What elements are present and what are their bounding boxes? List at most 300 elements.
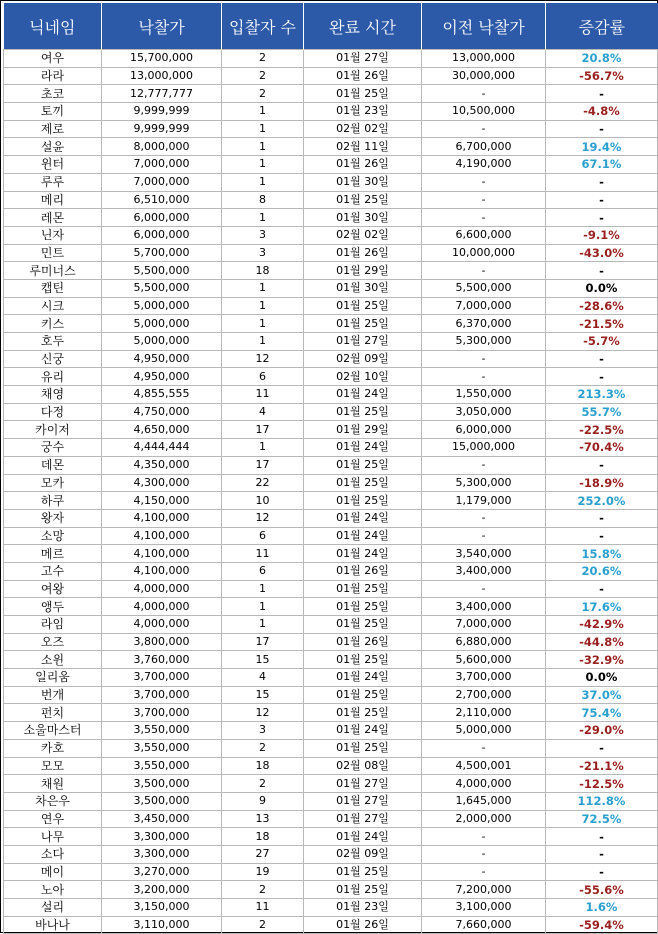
cell-nickname: 여왕 — [4, 580, 102, 598]
cell-completion-time: 02월 11일 — [304, 138, 422, 156]
cell-winning-bid: 13,000,000 — [102, 67, 222, 85]
cell-nickname: 펀치 — [4, 704, 102, 722]
cell-change-rate: -4.8% — [546, 103, 658, 121]
cell-completion-time: 01월 25일 — [304, 739, 422, 757]
table-row — [4, 492, 658, 510]
table-row — [4, 333, 658, 351]
cell-completion-time: 01월 26일 — [304, 156, 422, 174]
cell-nickname: 여우 — [4, 50, 102, 68]
cell-bidder-count: 1 — [222, 156, 304, 174]
table-row — [4, 704, 658, 722]
header-previous-bid: 이전 낙찰가 — [422, 3, 546, 50]
cell-previous-bid: 1,645,000 — [422, 792, 546, 810]
cell-winning-bid: 3,700,000 — [102, 686, 222, 704]
cell-previous-bid: 2,110,000 — [422, 704, 546, 722]
cell-completion-time: 01월 25일 — [304, 85, 422, 103]
table-row — [4, 916, 658, 934]
cell-change-rate: -5.7% — [546, 333, 658, 351]
cell-change-rate: 1.6% — [546, 899, 658, 917]
cell-change-rate: - — [546, 173, 658, 191]
cell-bidder-count: 1 — [222, 297, 304, 315]
cell-previous-bid: 7,000,000 — [422, 616, 546, 634]
cell-change-rate: -56.7% — [546, 67, 658, 85]
cell-bidder-count: 1 — [222, 616, 304, 634]
cell-previous-bid: - — [422, 828, 546, 846]
cell-previous-bid: 3,100,000 — [422, 899, 546, 917]
cell-completion-time: 01월 25일 — [304, 456, 422, 474]
cell-bidder-count: 17 — [222, 421, 304, 439]
cell-winning-bid: 4,000,000 — [102, 580, 222, 598]
cell-nickname: 루루 — [4, 173, 102, 191]
cell-winning-bid: 3,700,000 — [102, 669, 222, 687]
cell-bidder-count: 4 — [222, 403, 304, 421]
cell-completion-time: 01월 27일 — [304, 50, 422, 68]
cell-bidder-count: 22 — [222, 474, 304, 492]
cell-bidder-count: 10 — [222, 492, 304, 510]
cell-previous-bid: 3,540,000 — [422, 545, 546, 563]
cell-completion-time: 01월 30일 — [304, 209, 422, 227]
cell-nickname: 모모 — [4, 757, 102, 775]
cell-completion-time: 01월 25일 — [304, 863, 422, 881]
cell-bidder-count: 1 — [222, 138, 304, 156]
cell-previous-bid: 4,000,000 — [422, 775, 546, 793]
table-row — [4, 50, 658, 68]
cell-previous-bid: - — [422, 368, 546, 386]
cell-bidder-count: 8 — [222, 191, 304, 209]
cell-completion-time: 01월 26일 — [304, 562, 422, 580]
cell-bidder-count: 11 — [222, 545, 304, 563]
cell-bidder-count: 12 — [222, 509, 304, 527]
cell-change-rate: -12.5% — [546, 775, 658, 793]
table-row — [4, 297, 658, 315]
cell-nickname: 토끼 — [4, 103, 102, 121]
table-row — [4, 386, 658, 404]
cell-nickname: 설윤 — [4, 138, 102, 156]
header-change-rate: 증감률 — [546, 3, 658, 50]
cell-completion-time: 01월 26일 — [304, 67, 422, 85]
cell-bidder-count: 17 — [222, 633, 304, 651]
cell-previous-bid: 15,000,000 — [422, 439, 546, 457]
cell-nickname: 설리 — [4, 899, 102, 917]
cell-previous-bid: 5,600,000 — [422, 651, 546, 669]
cell-previous-bid: 7,200,000 — [422, 881, 546, 899]
table-row — [4, 616, 658, 634]
cell-completion-time: 01월 25일 — [304, 191, 422, 209]
cell-winning-bid: 4,950,000 — [102, 350, 222, 368]
cell-completion-time: 01월 24일 — [304, 722, 422, 740]
cell-winning-bid: 4,855,555 — [102, 386, 222, 404]
cell-winning-bid: 3,500,000 — [102, 792, 222, 810]
cell-completion-time: 01월 26일 — [304, 916, 422, 934]
table-row — [4, 403, 658, 421]
table-row — [4, 421, 658, 439]
table-row — [4, 686, 658, 704]
table-row — [4, 315, 658, 333]
cell-winning-bid: 4,950,000 — [102, 368, 222, 386]
cell-nickname: 노아 — [4, 881, 102, 899]
table-row — [4, 633, 658, 651]
cell-winning-bid: 3,500,000 — [102, 775, 222, 793]
cell-change-rate: -22.5% — [546, 421, 658, 439]
cell-completion-time: 02월 02일 — [304, 226, 422, 244]
cell-change-rate: 55.7% — [546, 403, 658, 421]
cell-completion-time: 01월 30일 — [304, 173, 422, 191]
cell-bidder-count: 13 — [222, 810, 304, 828]
cell-bidder-count: 18 — [222, 757, 304, 775]
cell-bidder-count: 19 — [222, 863, 304, 881]
cell-previous-bid: - — [422, 509, 546, 527]
cell-nickname: 번개 — [4, 686, 102, 704]
cell-completion-time: 01월 23일 — [304, 103, 422, 121]
header-bidder-count: 입찰자 수 — [222, 3, 304, 50]
cell-bidder-count: 3 — [222, 226, 304, 244]
cell-bidder-count: 1 — [222, 580, 304, 598]
cell-winning-bid: 9,999,999 — [102, 103, 222, 121]
cell-winning-bid: 4,100,000 — [102, 562, 222, 580]
cell-nickname: 앵두 — [4, 598, 102, 616]
cell-bidder-count: 15 — [222, 686, 304, 704]
cell-nickname: 바나나 — [4, 916, 102, 934]
table-row — [4, 67, 658, 85]
cell-previous-bid: 6,000,000 — [422, 421, 546, 439]
cell-bidder-count: 3 — [222, 722, 304, 740]
table-row — [4, 739, 658, 757]
cell-previous-bid: 2,000,000 — [422, 810, 546, 828]
cell-nickname: 모카 — [4, 474, 102, 492]
cell-completion-time: 01월 24일 — [304, 386, 422, 404]
cell-previous-bid: 3,700,000 — [422, 669, 546, 687]
cell-completion-time: 01월 26일 — [304, 633, 422, 651]
cell-completion-time: 01월 30일 — [304, 279, 422, 297]
header-row — [4, 3, 658, 50]
cell-previous-bid: 6,880,000 — [422, 633, 546, 651]
cell-winning-bid: 3,550,000 — [102, 757, 222, 775]
cell-change-rate: 75.4% — [546, 704, 658, 722]
cell-previous-bid: - — [422, 845, 546, 863]
cell-nickname: 민트 — [4, 244, 102, 262]
cell-nickname: 데몬 — [4, 456, 102, 474]
cell-previous-bid: - — [422, 527, 546, 545]
cell-change-rate: - — [546, 863, 658, 881]
table-row — [4, 810, 658, 828]
cell-previous-bid: 30,000,000 — [422, 67, 546, 85]
table-row — [4, 85, 658, 103]
cell-bidder-count: 18 — [222, 828, 304, 846]
cell-completion-time: 01월 27일 — [304, 775, 422, 793]
cell-previous-bid: 2,700,000 — [422, 686, 546, 704]
table-body — [4, 50, 658, 934]
cell-nickname: 호두 — [4, 333, 102, 351]
table-row — [4, 598, 658, 616]
cell-winning-bid: 4,000,000 — [102, 616, 222, 634]
cell-completion-time: 01월 25일 — [304, 598, 422, 616]
cell-winning-bid: 4,750,000 — [102, 403, 222, 421]
cell-previous-bid: 6,600,000 — [422, 226, 546, 244]
cell-nickname: 닌자 — [4, 226, 102, 244]
cell-nickname: 다정 — [4, 403, 102, 421]
cell-completion-time: 01월 24일 — [304, 527, 422, 545]
table-row — [4, 368, 658, 386]
cell-winning-bid: 3,550,000 — [102, 722, 222, 740]
cell-nickname: 라임 — [4, 616, 102, 634]
table-row — [4, 527, 658, 545]
cell-change-rate: - — [546, 509, 658, 527]
table-row — [4, 757, 658, 775]
cell-winning-bid: 3,110,000 — [102, 916, 222, 934]
cell-winning-bid: 4,350,000 — [102, 456, 222, 474]
cell-nickname: 오즈 — [4, 633, 102, 651]
cell-change-rate: 0.0% — [546, 279, 658, 297]
cell-winning-bid: 5,000,000 — [102, 333, 222, 351]
cell-bidder-count: 2 — [222, 916, 304, 934]
table-row — [4, 156, 658, 174]
cell-nickname: 윈터 — [4, 156, 102, 174]
cell-change-rate: - — [546, 120, 658, 138]
cell-change-rate: - — [546, 456, 658, 474]
cell-nickname: 하쿠 — [4, 492, 102, 510]
header-completion-time: 완료 시간 — [304, 3, 422, 50]
cell-completion-time: 01월 26일 — [304, 244, 422, 262]
cell-change-rate: 20.6% — [546, 562, 658, 580]
cell-nickname: 카이저 — [4, 421, 102, 439]
cell-previous-bid: - — [422, 262, 546, 280]
cell-nickname: 연우 — [4, 810, 102, 828]
cell-change-rate: -21.5% — [546, 315, 658, 333]
cell-nickname: 소울마스터 — [4, 722, 102, 740]
cell-previous-bid: - — [422, 120, 546, 138]
cell-change-rate: - — [546, 845, 658, 863]
cell-completion-time: 01월 25일 — [304, 580, 422, 598]
cell-bidder-count: 1 — [222, 209, 304, 227]
table-row — [4, 173, 658, 191]
cell-winning-bid: 5,500,000 — [102, 262, 222, 280]
cell-bidder-count: 1 — [222, 173, 304, 191]
cell-change-rate: 19.4% — [546, 138, 658, 156]
cell-winning-bid: 4,100,000 — [102, 545, 222, 563]
cell-completion-time: 01월 27일 — [304, 810, 422, 828]
cell-change-rate: -29.0% — [546, 722, 658, 740]
cell-previous-bid: - — [422, 739, 546, 757]
cell-nickname: 채영 — [4, 386, 102, 404]
cell-completion-time: 02월 08일 — [304, 757, 422, 775]
table-row — [4, 792, 658, 810]
table-row — [4, 669, 658, 687]
cell-previous-bid: 5,300,000 — [422, 474, 546, 492]
cell-bidder-count: 11 — [222, 386, 304, 404]
cell-change-rate: - — [546, 191, 658, 209]
cell-nickname: 차은우 — [4, 792, 102, 810]
cell-previous-bid: - — [422, 209, 546, 227]
table-row — [4, 262, 658, 280]
cell-nickname: 라라 — [4, 67, 102, 85]
cell-completion-time: 01월 29일 — [304, 262, 422, 280]
cell-winning-bid: 4,100,000 — [102, 527, 222, 545]
cell-nickname: 레몬 — [4, 209, 102, 227]
cell-change-rate: -70.4% — [546, 439, 658, 457]
table-row — [4, 562, 658, 580]
cell-winning-bid: 6,000,000 — [102, 209, 222, 227]
cell-change-rate: -9.1% — [546, 226, 658, 244]
cell-nickname: 캡틴 — [4, 279, 102, 297]
cell-change-rate: - — [546, 368, 658, 386]
cell-change-rate: -59.4% — [546, 916, 658, 934]
cell-nickname: 신궁 — [4, 350, 102, 368]
cell-winning-bid: 6,000,000 — [102, 226, 222, 244]
cell-nickname: 루미너스 — [4, 262, 102, 280]
cell-change-rate: 72.5% — [546, 810, 658, 828]
cell-previous-bid: - — [422, 191, 546, 209]
table-row — [4, 509, 658, 527]
cell-change-rate: - — [546, 828, 658, 846]
cell-winning-bid: 3,760,000 — [102, 651, 222, 669]
cell-completion-time: 01월 25일 — [304, 651, 422, 669]
cell-bidder-count: 15 — [222, 651, 304, 669]
auction-results-table — [3, 3, 658, 934]
cell-winning-bid: 4,150,000 — [102, 492, 222, 510]
table-row — [4, 899, 658, 917]
table-row — [4, 244, 658, 262]
table-row — [4, 474, 658, 492]
cell-nickname: 키스 — [4, 315, 102, 333]
cell-change-rate: 20.8% — [546, 50, 658, 68]
cell-winning-bid: 3,150,000 — [102, 899, 222, 917]
cell-change-rate: - — [546, 85, 658, 103]
cell-nickname: 고수 — [4, 562, 102, 580]
table-row — [4, 350, 658, 368]
cell-previous-bid: - — [422, 580, 546, 598]
cell-winning-bid: 15,700,000 — [102, 50, 222, 68]
table-row — [4, 828, 658, 846]
cell-winning-bid: 5,000,000 — [102, 315, 222, 333]
cell-change-rate: 112.8% — [546, 792, 658, 810]
cell-change-rate: 37.0% — [546, 686, 658, 704]
cell-completion-time: 01월 25일 — [304, 616, 422, 634]
cell-previous-bid: 3,050,000 — [422, 403, 546, 421]
cell-change-rate: -42.9% — [546, 616, 658, 634]
cell-change-rate: 0.0% — [546, 669, 658, 687]
cell-change-rate: 17.6% — [546, 598, 658, 616]
cell-bidder-count: 6 — [222, 562, 304, 580]
table-row — [4, 191, 658, 209]
cell-change-rate: -21.1% — [546, 757, 658, 775]
cell-change-rate: - — [546, 580, 658, 598]
cell-completion-time: 01월 24일 — [304, 828, 422, 846]
cell-completion-time: 01월 25일 — [304, 297, 422, 315]
cell-previous-bid: 1,179,000 — [422, 492, 546, 510]
cell-nickname: 메이 — [4, 863, 102, 881]
cell-nickname: 메리 — [4, 191, 102, 209]
cell-previous-bid: 4,190,000 — [422, 156, 546, 174]
cell-winning-bid: 12,777,777 — [102, 85, 222, 103]
cell-winning-bid: 5,500,000 — [102, 279, 222, 297]
cell-nickname: 일리움 — [4, 669, 102, 687]
cell-change-rate: -55.6% — [546, 881, 658, 899]
cell-nickname: 채원 — [4, 775, 102, 793]
cell-change-rate: -44.8% — [546, 633, 658, 651]
cell-nickname: 나무 — [4, 828, 102, 846]
cell-winning-bid: 4,000,000 — [102, 598, 222, 616]
cell-winning-bid: 5,000,000 — [102, 297, 222, 315]
cell-winning-bid: 4,100,000 — [102, 509, 222, 527]
cell-bidder-count: 27 — [222, 845, 304, 863]
cell-bidder-count: 2 — [222, 50, 304, 68]
cell-completion-time: 01월 25일 — [304, 474, 422, 492]
cell-previous-bid: - — [422, 85, 546, 103]
cell-bidder-count: 1 — [222, 439, 304, 457]
cell-nickname: 카호 — [4, 739, 102, 757]
cell-nickname: 시크 — [4, 297, 102, 315]
cell-nickname: 초코 — [4, 85, 102, 103]
cell-winning-bid: 5,700,000 — [102, 244, 222, 262]
header-winning-bid: 낙찰가 — [102, 3, 222, 50]
cell-bidder-count: 1 — [222, 279, 304, 297]
cell-previous-bid: 5,300,000 — [422, 333, 546, 351]
table-row — [4, 881, 658, 899]
table-row — [4, 845, 658, 863]
table-row — [4, 456, 658, 474]
cell-bidder-count: 2 — [222, 739, 304, 757]
cell-change-rate: -28.6% — [546, 297, 658, 315]
cell-nickname: 제로 — [4, 120, 102, 138]
cell-change-rate: - — [546, 350, 658, 368]
cell-completion-time: 02월 10일 — [304, 368, 422, 386]
cell-bidder-count: 12 — [222, 704, 304, 722]
cell-completion-time: 01월 25일 — [304, 704, 422, 722]
cell-previous-bid: 3,400,000 — [422, 562, 546, 580]
cell-previous-bid: 3,400,000 — [422, 598, 546, 616]
cell-completion-time: 01월 24일 — [304, 669, 422, 687]
table-row — [4, 209, 658, 227]
cell-nickname: 소다 — [4, 845, 102, 863]
table-row — [4, 545, 658, 563]
cell-completion-time: 01월 25일 — [304, 315, 422, 333]
cell-bidder-count: 4 — [222, 669, 304, 687]
cell-nickname: 유리 — [4, 368, 102, 386]
cell-completion-time: 01월 27일 — [304, 333, 422, 351]
cell-bidder-count: 11 — [222, 899, 304, 917]
cell-previous-bid: 5,500,000 — [422, 279, 546, 297]
cell-bidder-count: 2 — [222, 775, 304, 793]
cell-previous-bid: 5,000,000 — [422, 722, 546, 740]
table-row — [4, 651, 658, 669]
cell-bidder-count: 12 — [222, 350, 304, 368]
cell-previous-bid: 1,550,000 — [422, 386, 546, 404]
cell-winning-bid: 3,550,000 — [102, 739, 222, 757]
cell-completion-time: 01월 29일 — [304, 421, 422, 439]
cell-bidder-count: 1 — [222, 315, 304, 333]
cell-bidder-count: 1 — [222, 598, 304, 616]
cell-bidder-count: 17 — [222, 456, 304, 474]
cell-completion-time: 01월 24일 — [304, 439, 422, 457]
cell-previous-bid: 7,000,000 — [422, 297, 546, 315]
cell-change-rate: 67.1% — [546, 156, 658, 174]
cell-winning-bid: 4,444,444 — [102, 439, 222, 457]
cell-change-rate: 213.3% — [546, 386, 658, 404]
cell-change-rate: -43.0% — [546, 244, 658, 262]
cell-previous-bid: 6,370,000 — [422, 315, 546, 333]
cell-completion-time: 01월 27일 — [304, 792, 422, 810]
cell-winning-bid: 3,700,000 — [102, 704, 222, 722]
cell-bidder-count: 2 — [222, 85, 304, 103]
cell-nickname: 소망 — [4, 527, 102, 545]
cell-winning-bid: 3,270,000 — [102, 863, 222, 881]
table-row — [4, 226, 658, 244]
cell-completion-time: 01월 23일 — [304, 899, 422, 917]
table-row — [4, 863, 658, 881]
table-row — [4, 722, 658, 740]
cell-bidder-count: 2 — [222, 881, 304, 899]
cell-winning-bid: 3,450,000 — [102, 810, 222, 828]
